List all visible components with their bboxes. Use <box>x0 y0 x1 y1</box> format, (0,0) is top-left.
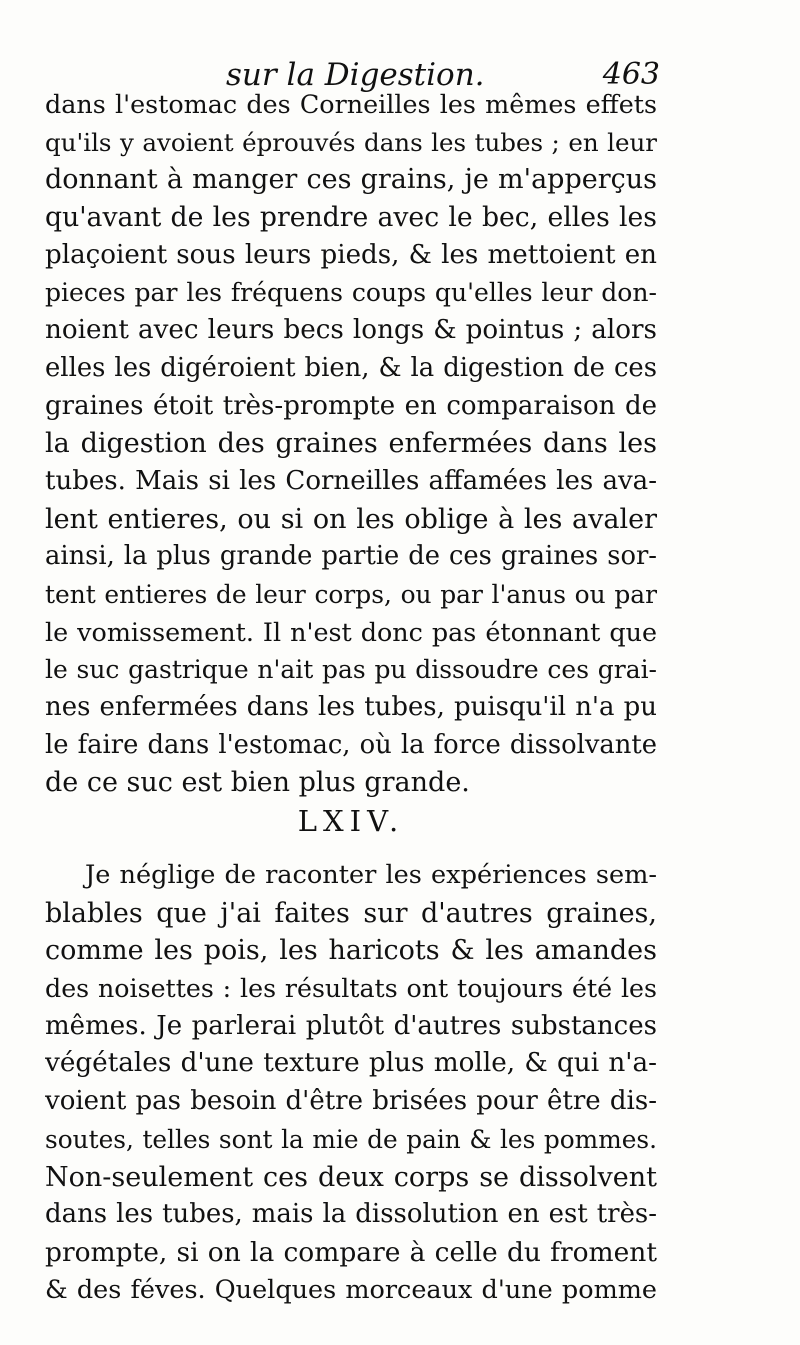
section-heading: LXIV. <box>297 804 405 838</box>
text-line: dans les tubes, mais la dissolution en est très- <box>45 1199 657 1230</box>
text-line: le vomissement. Il n'est donc pas étonnant que <box>45 616 657 647</box>
text-line: mêmes. Je parlerai plutôt d'autres substances <box>45 1010 657 1041</box>
text-line: noient avec leurs becs longs & pointus ; alors <box>45 315 657 346</box>
text-line: plaçoient sous leurs pieds, & les mettoient en <box>45 239 657 270</box>
text-line: prompte, si on la compare à celle du froment <box>45 1236 657 1268</box>
text-line: soutes, telles sont la mie de pain & les pommes. <box>45 1124 657 1154</box>
text-line: ainsi, la plus grande partie de ces graines sor- <box>45 541 657 572</box>
paragraph-continued <box>45 86 657 802</box>
page-number: 463 <box>602 57 660 92</box>
text-line: Non-seulement ces deux corps se dissolvent <box>45 1161 657 1193</box>
text-line: le suc gastrique n'ait pas pu dissoudre ces grai- <box>45 655 657 685</box>
text-line: qu'ils y avoient éprouvés dans les tubes ; en leur <box>45 127 657 157</box>
text-line: dans l'estomac des Corneilles les mêmes effets <box>45 89 657 119</box>
text-line: qu'avant de les prendre avec le bec, elles les <box>45 202 657 234</box>
text-line: tubes. Mais si les Corneilles affamées les ava- <box>45 465 657 496</box>
text-line: la digestion des graines enfermées dans les <box>45 428 657 460</box>
text-line: blables que j'ai faites sur d'autres graines, <box>45 897 657 929</box>
text-line: voient pas besoin d'être brisées pour être dis- <box>45 1086 657 1117</box>
text-line: donnant à manger ces grains, je m'apperçus <box>45 164 657 196</box>
text-line: le faire dans l'estomac, où la force dissolvante <box>45 729 657 760</box>
text-line: pieces par les fréquens coups qu'elles leur don- <box>45 278 657 308</box>
text-line: tent entieres de leur corps, ou par l'anus ou par <box>45 579 657 609</box>
text-line: comme les pois, les haricots & les amandes <box>45 935 657 967</box>
text-line: nes enfermées dans les tubes, puisqu'il n'a pu <box>45 692 657 722</box>
text-line: lent entieres, ou si on les oblige à les avaler <box>45 503 657 535</box>
text-line: Je néglige de raconter les expériences sem- <box>85 860 657 890</box>
paragraph-section-64 <box>45 857 657 1309</box>
text-line: végétales d'une texture plus molle, & qui n'a- <box>45 1048 657 1079</box>
running-title: sur la Digestion. <box>226 57 485 93</box>
text-line: & des féves. Quelques morceaux d'une pomme <box>45 1274 657 1305</box>
text-line: des noisettes : les résultats ont toujours été les <box>45 974 657 1004</box>
text-line: graines étoit très-prompte en comparaison de <box>45 390 657 421</box>
text-line: elles les digéroient bien, & la digestion de ces <box>45 352 657 383</box>
text-line: de ce suc est bien plus grande. <box>45 767 470 799</box>
